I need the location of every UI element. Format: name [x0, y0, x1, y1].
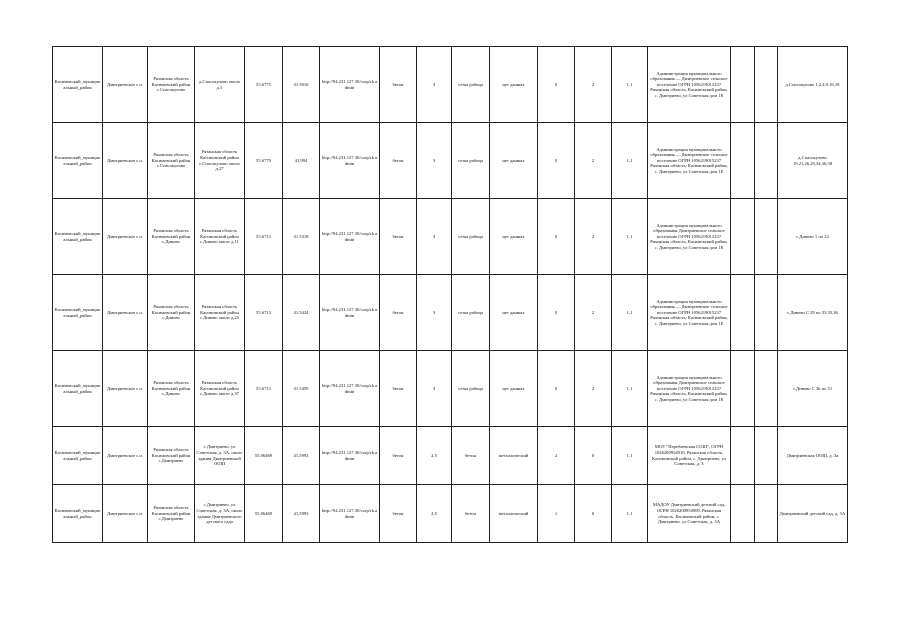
- table-row: [53, 427, 848, 485]
- blank-cell: [731, 427, 755, 485]
- area-cell: 3: [417, 199, 452, 275]
- served-objects-cell: д.Спасокулово 1,2,4,9,16,18: [778, 47, 848, 123]
- location-cell: д.Спасокулово около д.5: [195, 47, 245, 123]
- surface-cell: бетон: [380, 351, 417, 427]
- district-cell: Касимовский_муниципальный_район: [53, 123, 103, 199]
- container-count-cell: 0: [538, 351, 575, 427]
- blank-cell: [731, 47, 755, 123]
- url-cell: http://94.231.127.30/corp/rk.admin: [320, 427, 380, 485]
- fence-status-cell: нет данных: [490, 47, 538, 123]
- longitude-cell: 41.994: [283, 123, 320, 199]
- surface-cell: бетон: [380, 123, 417, 199]
- fence-cell: сетка рабица: [452, 123, 490, 199]
- blank-cell: [731, 351, 755, 427]
- latitude-cell: 55.6775: [245, 47, 283, 123]
- settlement-cell: Дмитриевское с.п.: [103, 123, 148, 199]
- area-cell: 3: [417, 123, 452, 199]
- district-cell: Касимовский_муниципальный_район: [53, 199, 103, 275]
- fence-cell: сетка рабица: [452, 275, 490, 351]
- address-cell: Рязанская область Касимовский район с.Дмитриево: [148, 485, 195, 543]
- district-cell: Касимовский_муниципальный_район: [53, 485, 103, 543]
- settlement-cell: Дмитриевское с.п.: [103, 427, 148, 485]
- table-row: [53, 275, 848, 351]
- blank-cell: [755, 123, 778, 199]
- served-objects-cell: с.Дивово 1 по 22: [778, 199, 848, 275]
- container-count2-cell: 2: [575, 351, 612, 427]
- volume-cell: 1,1: [612, 47, 648, 123]
- location-cell: с.Дмитриево, ул Советская, д. 3А, около здания Дмитриевской ООШ: [195, 427, 245, 485]
- blank-cell: [731, 275, 755, 351]
- volume-cell: 1,1: [612, 199, 648, 275]
- owner-cell: Администрация муниципального образования — Дмитриевское сельское поселение ОГРН 1056219015237 Рязанская область, Касимовский район, с. Дмитриево, ул Советская дом 1Е: [648, 275, 731, 351]
- owner-cell: МАДОУ Дмитриевский детский сад, ОГРН 1026200954909, Рязанская область, Касимовский район, с. Дмитриево, ул Советская, д. 3А: [648, 485, 731, 543]
- container-count2-cell: 2: [575, 47, 612, 123]
- area-cell: 3: [417, 275, 452, 351]
- url-cell: http://94.231.127.30/corp/rk.admin: [320, 199, 380, 275]
- address-cell: Рязанская область Касимовский район с.Спасокулово: [148, 47, 195, 123]
- fence-status-cell: металлический: [490, 485, 538, 543]
- area-cell: 3: [417, 47, 452, 123]
- served-objects-cell: Дмитриевский детский сад, д. 3А: [778, 485, 848, 543]
- district-cell: Касимовский_муниципальный_район: [53, 427, 103, 485]
- fence-status-cell: металлический: [490, 427, 538, 485]
- table-row: [53, 485, 848, 543]
- blank-cell: [731, 485, 755, 543]
- waste-sites-table: [52, 46, 848, 543]
- container-count-cell: 0: [538, 199, 575, 275]
- surface-cell: бетон: [380, 485, 417, 543]
- fence-cell: бетон: [452, 427, 490, 485]
- url-cell: http://94.231.127.30/corp/rk.admin: [320, 123, 380, 199]
- surface-cell: бетон: [380, 199, 417, 275]
- address-cell: Рязанская область Касимовский район с.Дмитриево: [148, 427, 195, 485]
- blank-cell: [755, 275, 778, 351]
- table-row: [53, 351, 848, 427]
- served-objects-cell: с.Дивово С 36 по 51: [778, 351, 848, 427]
- latitude-cell: 55.6779: [245, 123, 283, 199]
- container-count2-cell: 0: [575, 427, 612, 485]
- area-cell: 3: [417, 351, 452, 427]
- latitude-cell: 55.6713: [245, 199, 283, 275]
- container-count2-cell: 2: [575, 123, 612, 199]
- blank-cell: [755, 47, 778, 123]
- url-cell: http://94.231.127.30/corp/rk.admin: [320, 485, 380, 543]
- owner-cell: Администрация муниципального образования Дмитриевское сельское поселение ОГРН 1056219015237 Рязанская область, Касимовский район, с. Дмитриево, ул Советская дом 1Е: [648, 199, 731, 275]
- settlement-cell: Дмитриевское с.п.: [103, 47, 148, 123]
- latitude-cell: 55,06469: [245, 427, 283, 485]
- settlement-cell: Дмитриевское с.п.: [103, 275, 148, 351]
- blank-cell: [755, 351, 778, 427]
- surface-cell: бетон: [380, 47, 417, 123]
- location-cell: с.Дмитриево, ул Советская, д. 3А, около здания Дмитриевского детского сада: [195, 485, 245, 543]
- fence-cell: сетка рабица: [452, 199, 490, 275]
- blank-cell: [755, 485, 778, 543]
- longitude-cell: 41.5016: [283, 47, 320, 123]
- surface-cell: бетон: [380, 275, 417, 351]
- url-cell: http://94.231.127.30/corp/rk.admin: [320, 275, 380, 351]
- container-count-cell: 2: [538, 427, 575, 485]
- area-cell: 2,5: [417, 427, 452, 485]
- fence-status-cell: нет данных: [490, 351, 538, 427]
- longitude-cell: 41.5424: [283, 275, 320, 351]
- owner-cell: Администрация муниципального образования Дмитриевское сельское поселение ОГРН 1056219015237 Рязанская область, Касимовский район, с. Дмитриево, ул Советская дом 1Е: [648, 351, 731, 427]
- volume-cell: 1,1: [612, 275, 648, 351]
- url-cell: http://94.231.127.30/corp/rk.admin: [320, 47, 380, 123]
- district-cell: Касимовский_муниципальный_район: [53, 47, 103, 123]
- surface-cell: бетон: [380, 427, 417, 485]
- owner-cell: Администрация муниципального образования — Дмитриевское сельское поселение ОГРН 1056219015237 Рязанская область, Касимовский район, с. Дмитриево, ул Советская дом 1Е: [648, 47, 731, 123]
- location-cell: Рязанская область Касимовский район с.Дивово около д.25: [195, 275, 245, 351]
- settlement-cell: Дмитриевское с.п.: [103, 199, 148, 275]
- served-objects-cell: д.Спасокулово 19,21,26,29,34,36,38: [778, 123, 848, 199]
- address-cell: Рязанская область Касимовский район с.Дивово: [148, 351, 195, 427]
- address-cell: Рязанская область Касимовский район с.Дивово: [148, 275, 195, 351]
- container-count-cell: 0: [538, 47, 575, 123]
- latitude-cell: 55,06469: [245, 485, 283, 543]
- url-cell: http://94.231.127.30/corp/rk.admin: [320, 351, 380, 427]
- area-cell: 2,5: [417, 485, 452, 543]
- fence-status-cell: нет данных: [490, 275, 538, 351]
- volume-cell: 1,1: [612, 351, 648, 427]
- settlement-cell: Дмитриевское с.п.: [103, 351, 148, 427]
- district-cell: Касимовский_муниципальный_район: [53, 275, 103, 351]
- fence-status-cell: нет данных: [490, 123, 538, 199]
- table-row: [53, 123, 848, 199]
- container-count2-cell: 0: [575, 485, 612, 543]
- owner-cell: Администрация муниципального образования — Дмитриевское сельское поселение ОГРН 1056219015237 Рязанская область, Касимовский район, с. Дмитриево, ул Советская дом 1Е: [648, 123, 731, 199]
- latitude-cell: 55.6713: [245, 275, 283, 351]
- location-cell: Рязанская область Касимовский район с.Дивово около д.11: [195, 199, 245, 275]
- container-count-cell: 0: [538, 275, 575, 351]
- fence-cell: бетон: [452, 485, 490, 543]
- table-row: [53, 199, 848, 275]
- address-cell: Рязанская область Касимовский район с.Спасокулово: [148, 123, 195, 199]
- fence-cell: сетка рабица: [452, 47, 490, 123]
- container-count2-cell: 2: [575, 199, 612, 275]
- location-cell: Рязанская область Касимовский район с.Дивово около д.37: [195, 351, 245, 427]
- volume-cell: 1,1: [612, 485, 648, 543]
- blank-cell: [731, 123, 755, 199]
- longitude-cell: 41.5318: [283, 199, 320, 275]
- longitude-cell: 41.5459: [283, 351, 320, 427]
- address-cell: Рязанская область Касимовский район с.Дивово: [148, 199, 195, 275]
- settlement-cell: Дмитриевское с.п.: [103, 485, 148, 543]
- owner-cell: МОУ "Перебаевская СОШ", ОГРН 1026200954910, Рязанская область, Касимовский район, с. Дмитриево, ул Советская, д. 3: [648, 427, 731, 485]
- fence-cell: сетка рабица: [452, 351, 490, 427]
- table-row: [53, 47, 848, 123]
- container-count-cell: 1: [538, 485, 575, 543]
- longitude-cell: 41,5993: [283, 485, 320, 543]
- fence-status-cell: нет данных: [490, 199, 538, 275]
- served-objects-cell: с.Дивово С 29 по 33,35,36: [778, 275, 848, 351]
- longitude-cell: 41,5993: [283, 427, 320, 485]
- district-cell: Касимовский_муниципальный_район: [53, 351, 103, 427]
- container-count-cell: 0: [538, 123, 575, 199]
- blank-cell: [731, 199, 755, 275]
- location-cell: Рязанская область Касимовский район с.Спасокулово около д.27: [195, 123, 245, 199]
- container-count2-cell: 2: [575, 275, 612, 351]
- blank-cell: [755, 199, 778, 275]
- volume-cell: 1,1: [612, 123, 648, 199]
- volume-cell: 1,1: [612, 427, 648, 485]
- latitude-cell: 55.6713: [245, 351, 283, 427]
- blank-cell: [755, 427, 778, 485]
- served-objects-cell: Дмитриевская ООШ, д. 3а: [778, 427, 848, 485]
